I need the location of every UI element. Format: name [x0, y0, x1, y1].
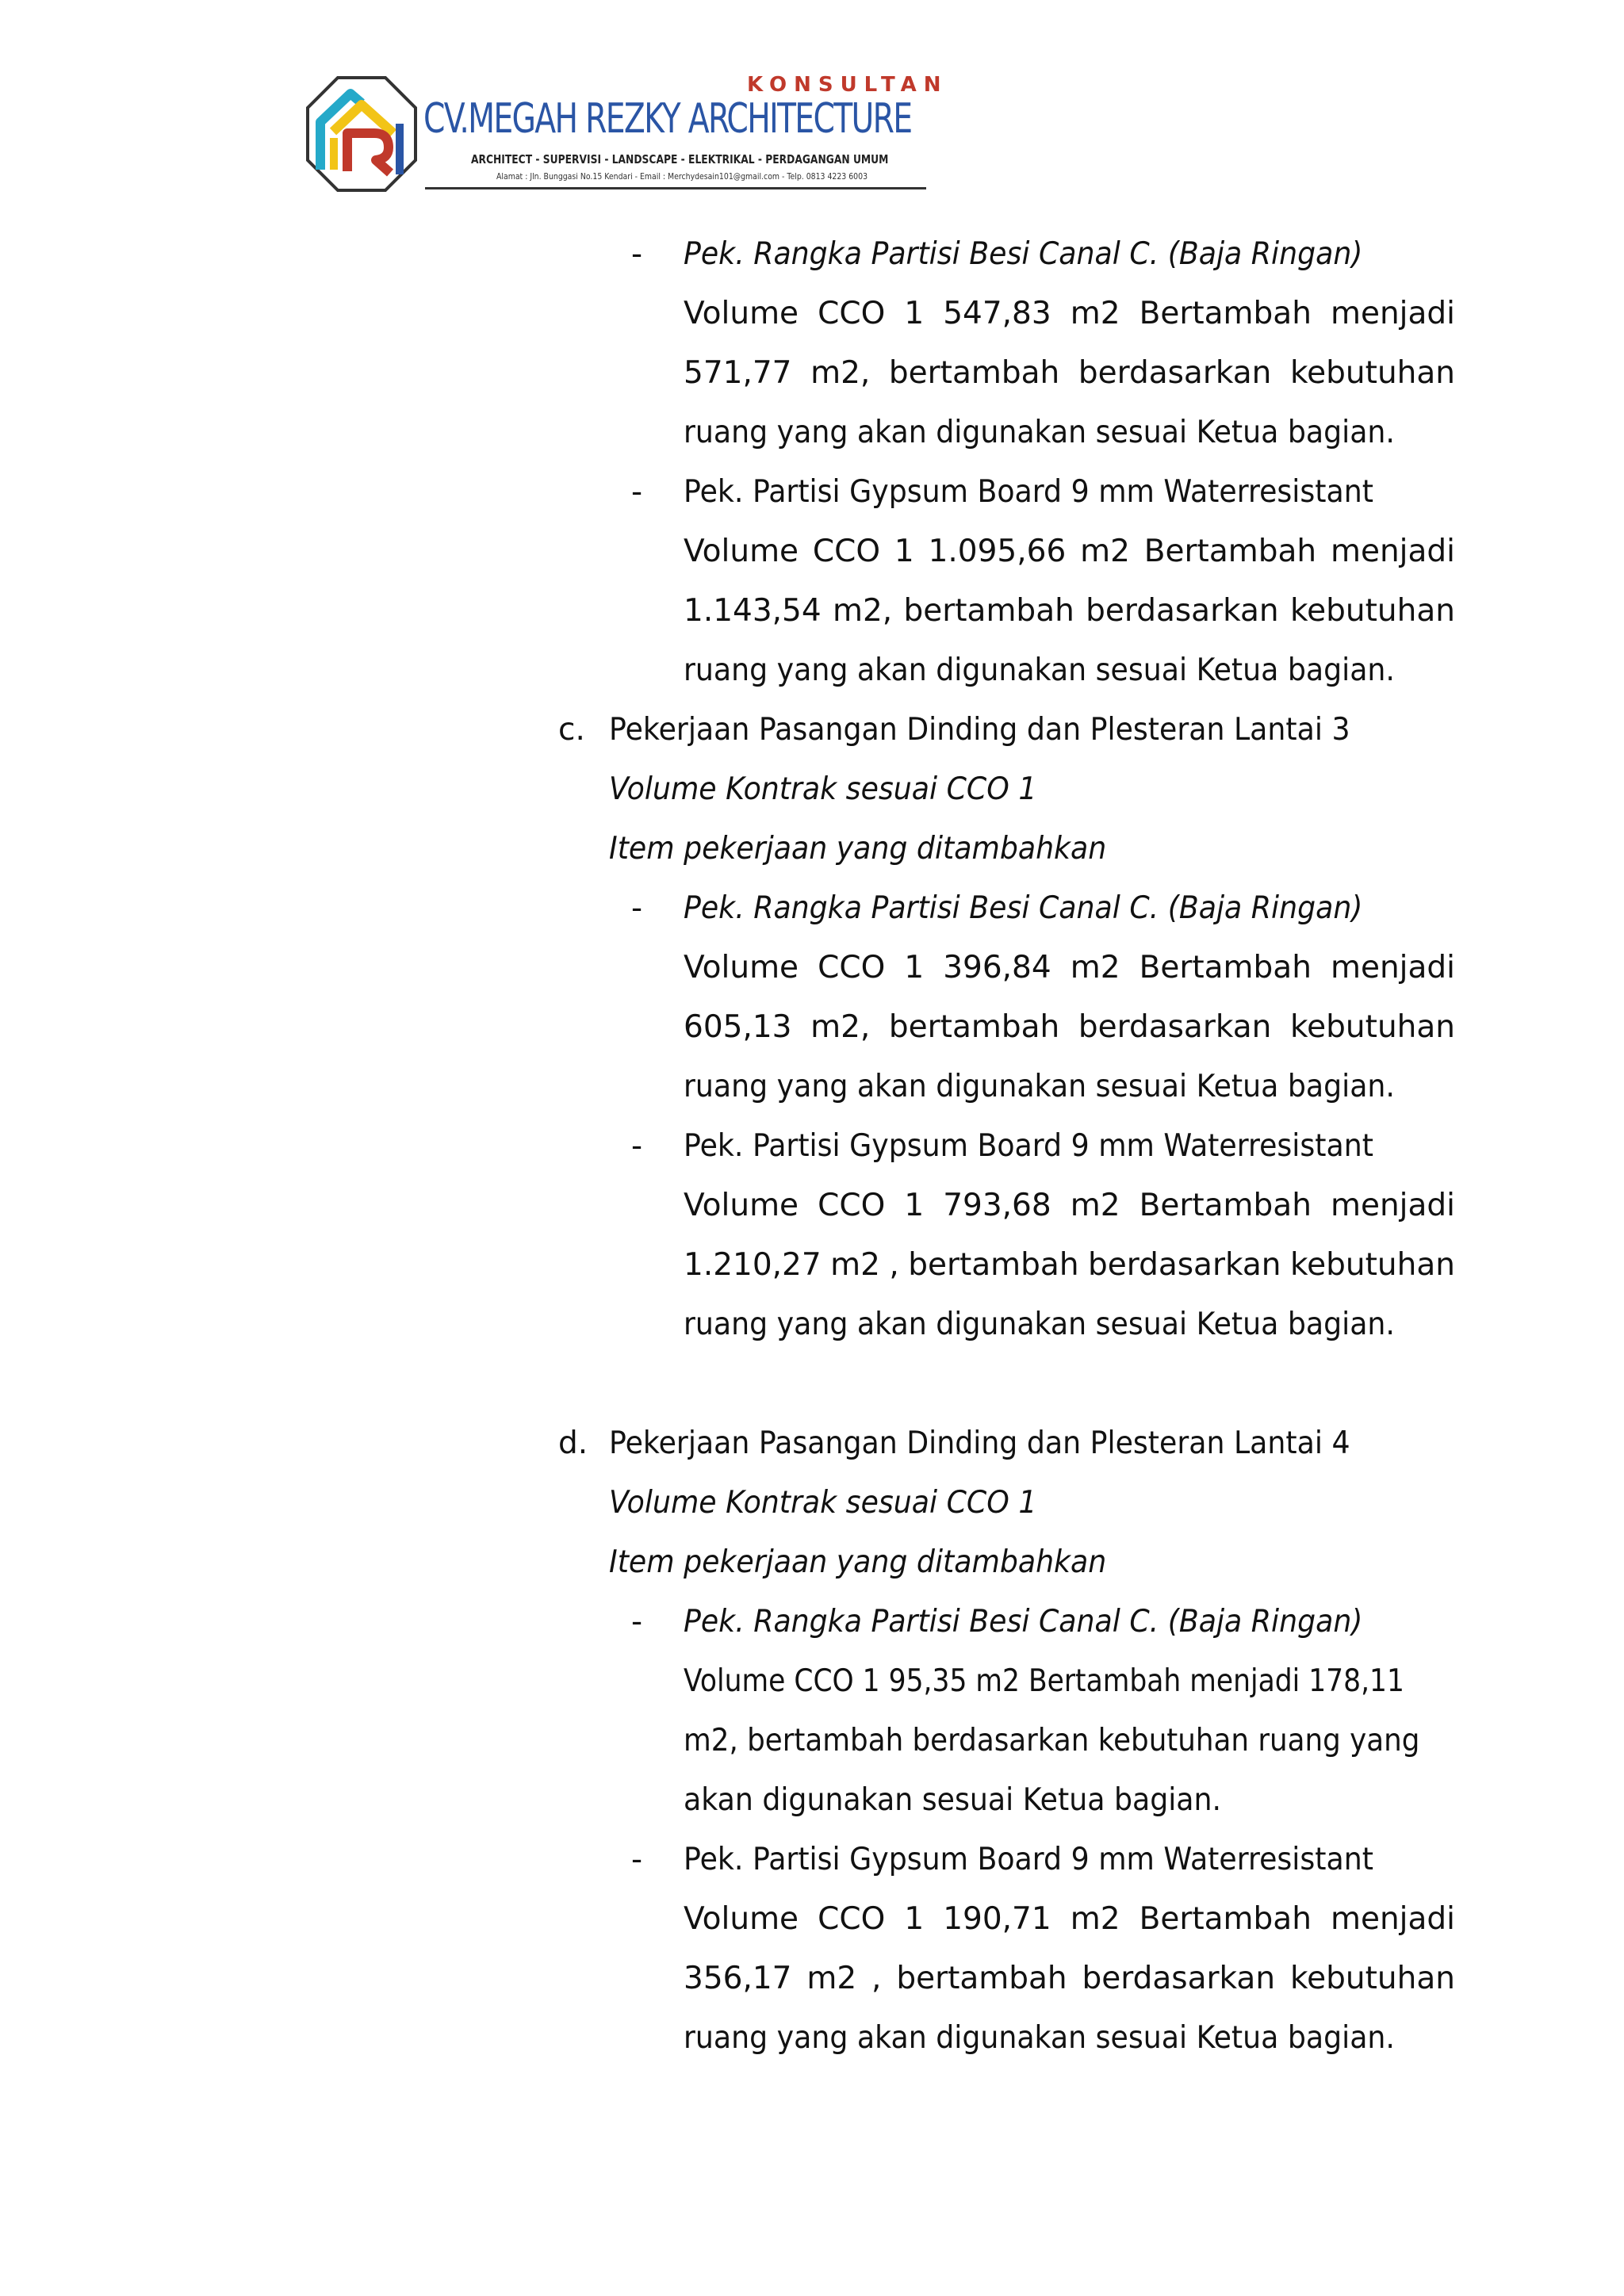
word: m2	[1070, 950, 1120, 985]
company-tagline: ARCHITECT - SUPERVISI - LANDSCAPE - ELEKTRIKAL - PERDAGANGAN UMUM	[471, 152, 889, 166]
item-title: Pek. Rangka Partisi Besi Canal C. (Baja Ringan)	[684, 890, 1363, 926]
word: bertambah	[896, 1961, 1067, 1996]
item-line	[684, 1008, 1455, 1047]
word: 1.143,54	[684, 593, 822, 629]
bullet-dash: -	[631, 1604, 643, 1640]
company-address: Alamat : Jln. Bunggasi No.15 Kendari - Email : Merchydesain101@gmail.com - Telp. 0813 4223 6003	[496, 171, 868, 182]
item-line: ruang yang akan digunakan sesuai Ketua bagian.	[684, 1307, 1395, 1342]
item-title: Pek. Rangka Partisi Besi Canal C. (Baja Ringan)	[684, 1604, 1363, 1640]
word: bertambah	[888, 355, 1060, 391]
section-subheading: Item pekerjaan yang ditambahkan	[609, 831, 1107, 867]
company-name: CV.MEGAH REZKY ARCHITECTURE	[423, 95, 912, 143]
word: m2,	[810, 1009, 871, 1045]
word: CCO	[818, 1188, 886, 1223]
word: menjadi	[1330, 950, 1455, 985]
word: m2	[806, 1961, 857, 1996]
word: 793,68	[943, 1188, 1051, 1223]
item-line	[684, 1959, 1455, 1999]
word: Volume	[684, 950, 799, 985]
word: Bertambah	[1143, 534, 1317, 569]
word: ,	[889, 1247, 899, 1283]
word: Bertambah	[1139, 1901, 1312, 1937]
word: bertambah	[908, 1247, 1079, 1283]
word: berdasarkan	[1087, 1247, 1281, 1283]
letterhead	[306, 73, 948, 200]
item-line	[684, 294, 1455, 334]
word: 1.210,27	[684, 1247, 822, 1283]
word: berdasarkan	[1082, 1961, 1276, 1996]
word: kebutuhan	[1289, 1009, 1455, 1045]
bullet-dash: -	[631, 236, 643, 272]
word: Bertambah	[1139, 1188, 1312, 1223]
bullet-dash: -	[631, 474, 643, 510]
section-subheading: Item pekerjaan yang ditambahkan	[609, 1544, 1107, 1580]
section-subheading: Volume Kontrak sesuai CCO 1	[609, 771, 1037, 807]
word: 1	[904, 296, 925, 331]
section-marker-c: c.	[558, 712, 585, 748]
word: m2,	[832, 593, 893, 629]
item-line	[684, 354, 1455, 393]
item-line: ruang yang akan digunakan sesuai Ketua bagian.	[684, 415, 1395, 450]
word: Volume	[684, 296, 799, 331]
word: bertambah	[903, 593, 1074, 629]
word: 1	[894, 534, 914, 569]
bullet-dash: -	[631, 1842, 643, 1877]
word: m2	[1070, 296, 1120, 331]
word: berdasarkan	[1078, 355, 1272, 391]
section-subheading: Volume Kontrak sesuai CCO 1	[609, 1485, 1037, 1521]
item-title: Pek. Rangka Partisi Besi Canal C. (Baja Ringan)	[684, 236, 1363, 272]
word: 605,13	[684, 1009, 792, 1045]
word: m2,	[810, 355, 871, 391]
item-title: Pek. Partisi Gypsum Board 9 mm Waterresistant	[684, 1128, 1373, 1164]
word: Volume	[684, 1188, 799, 1223]
word: m2	[1070, 1901, 1120, 1937]
item-line: Volume CCO 1 95,35 m2 Bertambah menjadi 178,11	[684, 1663, 1404, 1699]
word: berdasarkan	[1078, 1009, 1272, 1045]
section-marker-d: d.	[558, 1425, 588, 1461]
house-logo-icon	[306, 76, 417, 192]
word: Bertambah	[1139, 950, 1312, 985]
word: menjadi	[1330, 1188, 1455, 1223]
item-line	[684, 948, 1455, 988]
word: m2	[1070, 1188, 1120, 1223]
item-line	[684, 1186, 1455, 1226]
word: 1.095,66	[928, 534, 1067, 569]
word: 571,77	[684, 355, 792, 391]
word: 190,71	[943, 1901, 1051, 1937]
item-line	[684, 1900, 1455, 1939]
bullet-dash: -	[631, 1128, 643, 1164]
letterhead-divider	[425, 187, 926, 189]
bullet-dash: -	[631, 890, 643, 926]
word: 1	[904, 1188, 925, 1223]
word: CCO	[812, 534, 881, 569]
word: Volume	[684, 534, 799, 569]
word: menjadi	[1330, 534, 1455, 569]
item-line: m2, bertambah berdasarkan kebutuhan ruang yang	[684, 1723, 1420, 1758]
word: 1	[904, 1901, 925, 1937]
item-line: akan digunakan sesuai Ketua bagian.	[684, 1782, 1222, 1818]
word: m2	[1080, 534, 1130, 569]
word: kebutuhan	[1289, 1247, 1455, 1283]
item-line: ruang yang akan digunakan sesuai Ketua bagian.	[684, 1069, 1395, 1104]
word: kebutuhan	[1289, 1961, 1455, 1996]
item-line: ruang yang akan digunakan sesuai Ketua bagian.	[684, 2020, 1395, 2056]
word: 1	[904, 950, 925, 985]
word: Bertambah	[1139, 296, 1312, 331]
word: ,	[871, 1961, 882, 1996]
word: 356,17	[684, 1961, 792, 1996]
item-title: Pek. Partisi Gypsum Board 9 mm Waterresistant	[684, 474, 1373, 510]
word: m2	[830, 1247, 880, 1283]
word: bertambah	[888, 1009, 1060, 1045]
section-heading-c: Pekerjaan Pasangan Dinding dan Plesteran Lantai 3	[609, 712, 1350, 748]
word: CCO	[818, 296, 886, 331]
item-line	[684, 591, 1455, 631]
konsultan-label: KONSULTAN	[747, 73, 948, 97]
item-line	[684, 532, 1455, 572]
word: kebutuhan	[1289, 355, 1455, 391]
word: 396,84	[943, 950, 1051, 985]
item-title: Pek. Partisi Gypsum Board 9 mm Waterresistant	[684, 1842, 1373, 1877]
word: kebutuhan	[1289, 593, 1455, 629]
word: menjadi	[1330, 296, 1455, 331]
item-line	[684, 1246, 1455, 1285]
word: CCO	[818, 950, 886, 985]
section-heading-d: Pekerjaan Pasangan Dinding dan Plesteran Lantai 4	[609, 1425, 1350, 1461]
item-line: ruang yang akan digunakan sesuai Ketua bagian.	[684, 652, 1395, 688]
word: Volume	[684, 1901, 799, 1937]
word: 547,83	[943, 296, 1051, 331]
word: menjadi	[1330, 1901, 1455, 1937]
word: berdasarkan	[1086, 593, 1279, 629]
word: CCO	[818, 1901, 886, 1937]
